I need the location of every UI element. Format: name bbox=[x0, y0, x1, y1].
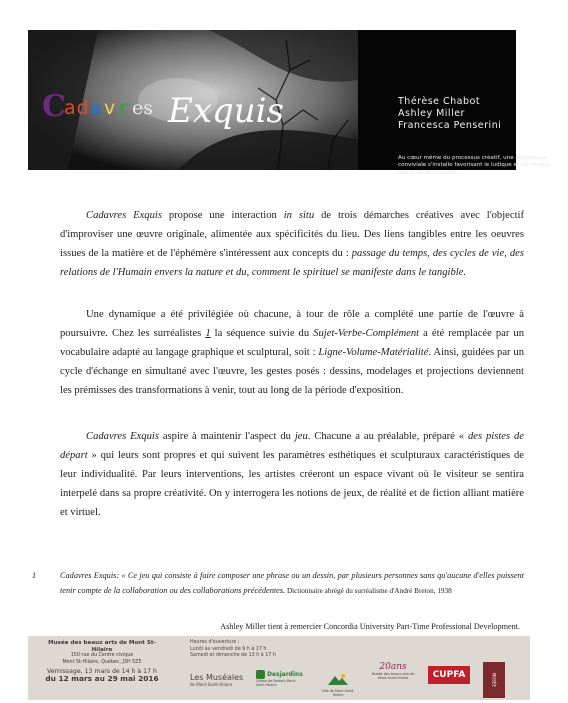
svg-text:r: r bbox=[118, 97, 130, 119]
title-cadavres-initial: C bbox=[42, 89, 66, 124]
artist-name: Ashley Miller bbox=[398, 108, 465, 119]
museum-info: Musée des beaux arts de Mont St-Hilaire 150 rue du Centre civique Mont St-Hilaire, Québec, J3H 5Z5 Vernissage, 13 mars de 14 h à 17 h du 12 mars au 29 mai 2016 bbox=[45, 640, 159, 683]
title-cadavres-v: a bbox=[90, 97, 103, 119]
desjardins-logo: Desjardins Caisse de Beloeil–Mont-Saint-Hilaire bbox=[256, 671, 303, 687]
musee-logo: MUSÉE bbox=[483, 662, 505, 698]
text-em: Cadavres Exquis bbox=[86, 210, 162, 221]
museales-logo: Les Muséales de Mont-Saint-Hilaire bbox=[190, 673, 244, 687]
paragraph-dynamic: Une dynamique a été privilégiée où chacune, à tour de rôle a complété une partie de l'œuvre à poursuivre. Chez les surréalistes 1 la séquence suivie du Sujet-Verbe-Complément a été remplacée par un vocabulaire adapté au langage graphique et sculptural, soit : Ligne-Volume-Matérialité. Ainsi, guidées par un cycle d'échange en simultané avec l'œuvre, les gestes posés : dessins, modelages et projections deviennent les prémisses des transformations à venir, tout au long de la période d'exposition. bbox=[60, 309, 525, 396]
footnote-number: 1 bbox=[32, 571, 37, 580]
desjardins-icon bbox=[256, 670, 265, 679]
ville-logo: Ville de Mont-Saint-Hilaire bbox=[318, 670, 358, 697]
acknowledgement: Ashley Miller tient à remercier Concordia University Part-Time Professional Development. bbox=[220, 622, 520, 631]
footer-bar bbox=[28, 636, 530, 700]
artwork-collage bbox=[28, 30, 358, 170]
title-cadavres: ad bbox=[64, 97, 90, 119]
artist-name: Thérèse Chabot bbox=[398, 96, 481, 107]
cupfa-logo: CUPFA bbox=[428, 666, 470, 684]
opening-hours: Heures d'ouverture : Lundi au vendredi de 9 h à 17 h Samedi et dimanche de 13 h à 17 h bbox=[190, 640, 276, 658]
header-banner bbox=[28, 30, 550, 176]
svg-text:v: v bbox=[104, 97, 116, 119]
paragraph-intro: Cadavres Exquis propose une interaction in situ de trois démarches créatives avec l'objectif d'improviser une œuvre originale, alimentée aux spécificités du lieu. Des liens tangibles entre les oeuvres issues de la matière et de l'éphémère s'intéressent aux concepts du : passage du temps, des cycles de vie, des relations de l'Humain envers la nature et du, comment le spirituel se manifeste dans le tangible. bbox=[60, 210, 524, 278]
artist-name: Francesca Penserini bbox=[398, 120, 502, 131]
mountain-icon bbox=[328, 673, 348, 685]
banner-tagline: Au cœur même du processus créatif, une dynamique conviviale s'installe favorisant le ludique et les modus operandi de chacune. bbox=[398, 155, 550, 176]
anniversary-logo: 20ans Musée des beaux-arts de Mont-Saint-Hilaire bbox=[371, 662, 415, 680]
svg-text:es: es bbox=[132, 97, 153, 119]
artist-names bbox=[398, 96, 501, 132]
footnote: 1 Cadavres Exquis: « Ce jeu qui consiste à faire composer une phrase ou un dessin, par plusieurs personnes sans qu'aucune d'elles puissent tenir compte de la collaboration ou des collaborations précédentes. Dictionnaire abrégé du surréalisme d'André Breton, 1938 bbox=[32, 568, 524, 599]
paragraph-game: Cadavres Exquis aspire à maintenir l'aspect du jeu. Chacune a au préalable, préparé « des pistes de départ » qui leurs sont propres et qui suivent les paramètres esthétiques et sculpturaux caractéristiques de leur individualité. Par leurs interventions, les artistes créeront un espace vivant où le visiteur se sentira interpelé dans sa propre créativité. On y interrogera les notions de jeux, de réalité et de fiction alliant matière et virtuel. bbox=[60, 431, 525, 518]
title-exquis: Exquis bbox=[168, 91, 284, 131]
footnote-ref[interactable]: 1 bbox=[205, 328, 211, 339]
